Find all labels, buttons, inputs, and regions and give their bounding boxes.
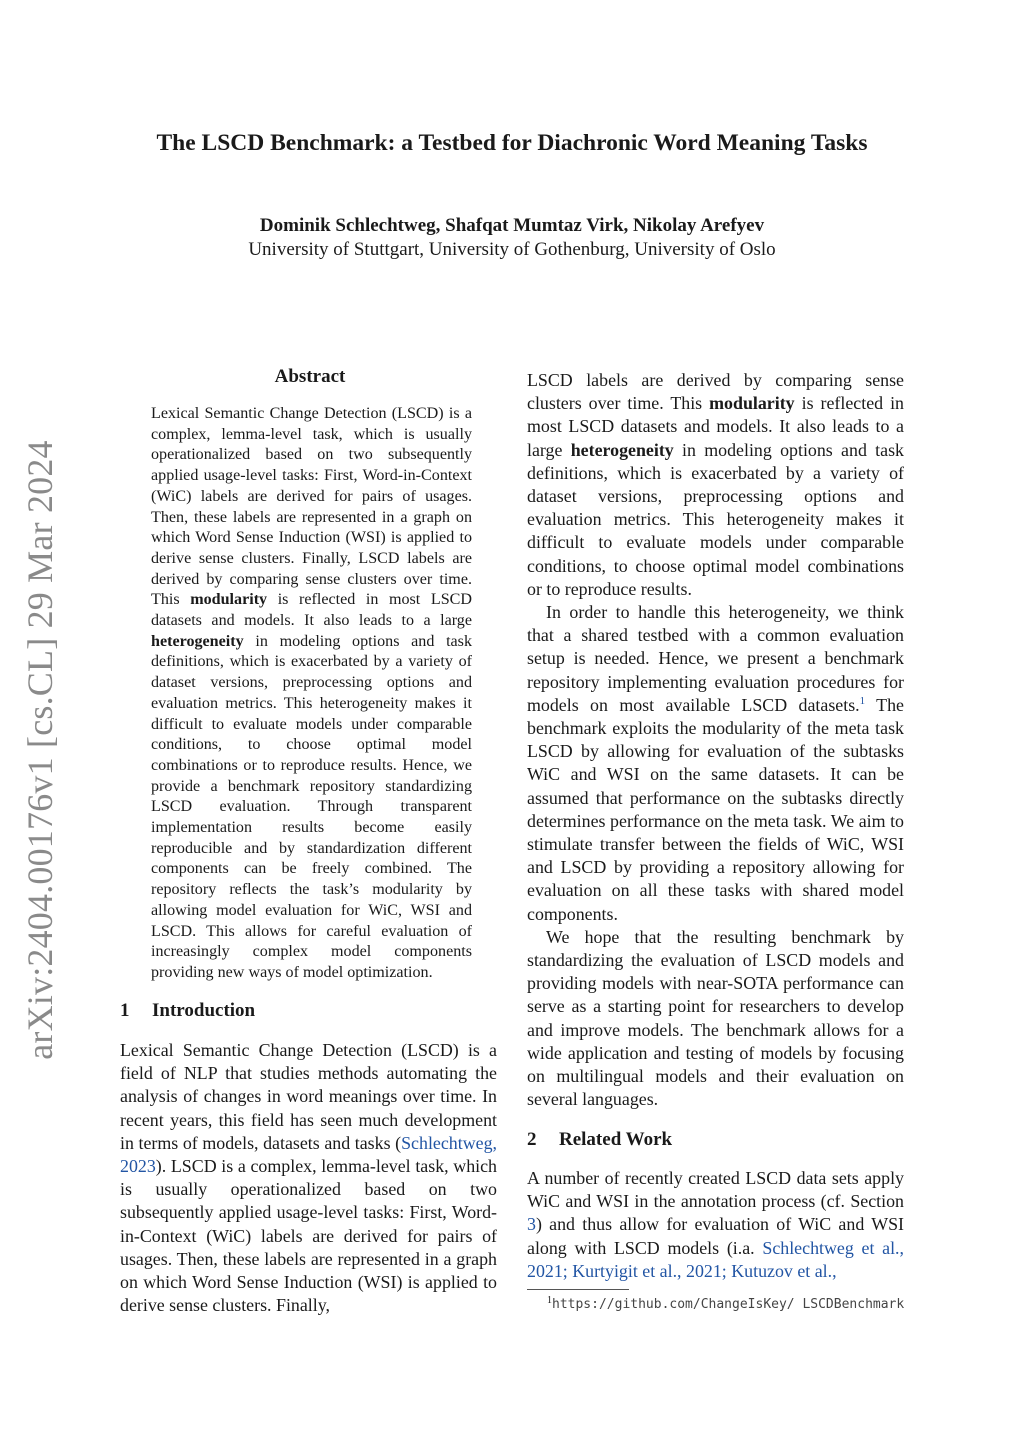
paragraph: We hope that the resulting benchmark by standardizing the evaluation of LSCD models and providing models with near-SOTA performance can serve as a starting point for researchers to develop and improve models. The benchmark allows for a wide application and testing of models by focusing on multilingual models and their evaluation on several languages. — [527, 926, 904, 1110]
abstract-body — [151, 404, 472, 984]
abstract-text: in modeling options and task definitions, which is exacerbated by a variety of dataset versions, preprocessing options and evaluation metrics. This heterogeneity makes it difficult to evaluate models under comparable conditions, to choose optimal model combinations or to reproduce results. Hence, we provide a benchmark repository standardizing LSCD evaluation. Through transparent implementation results become easily reproducible and by standardization different components can be freely combined. The repository reflects the task’s modularity by allowing model evaluation for WiC, WSI and LSCD. This allows for careful evaluation of increasingly complex model components providing new ways of model optimization. — [151, 632, 472, 981]
right-column-body — [527, 369, 904, 1112]
citation-link[interactable]: Schlechtweg et al., 2021; Kurtyigit et al., 2021; Kutuzov et al., — [527, 1237, 904, 1281]
footnote — [527, 1295, 907, 1314]
introduction-body — [120, 1039, 497, 1317]
author-names: Dominik Schlechtweg, Shafqat Mumtaz Virk, Nikolay Arefyev — [259, 215, 765, 236]
paragraph-text: LSCD labels are derived by comparing sense clusters over time. This — [527, 370, 904, 414]
paragraph-text: ). LSCD is a complex, lemma-level task, which is usually operationalized based on two subsequently applied usage-level tasks: First, Word-in-Context (WiC) labels are derived for pairs of usages. Then, these labels are represented in a graph on which Word Sense Induction (WSI) is applied to derive sense clusters. Finally, — [120, 1156, 497, 1316]
paragraph-text: is reflected in most LSCD datasets and models. It also leads to a large — [527, 393, 904, 460]
paragraph-text: Lexical Semantic Change Detection (LSCD) is a field of NLP that studies methods automating the analysis of changes in word meanings over time. In recent years, this field has seen much development in terms of models, datasets and tasks ( — [120, 1040, 497, 1153]
paragraph-text: The benchmark exploits the modularity of the meta task LSCD by allowing for evaluation of the subtasks WiC and WSI on the same datasets. It can be assumed that performance on the subtasks directly determines performance on the meta task. We aim to stimulate transfer between the fields of WiC, WSI and LSCD by providing a repository allowing for evaluation on all these tasks with shared model components. — [527, 694, 904, 924]
abstract-bold-term: modularity — [190, 591, 268, 609]
related-work-body — [527, 1167, 904, 1283]
paragraph-text: In order to handle this heterogeneity, we think that a shared testbed with a common evaluation setup is needed. Hence, we present a benchmark repository implementing evaluation procedures for models on most available LSCD datasets. — [527, 602, 904, 715]
paragraph — [120, 1039, 497, 1317]
section-number: 1 — [120, 1000, 130, 1021]
paragraph — [527, 1167, 904, 1283]
abstract-text: Lexical Semantic Change Detection (LSCD) is a complex, lemma-level task, which is usually operationalized based on two subsequently applied usage-level tasks: First, Word-in-Context (WiC) labels are derived for pairs of usages. Then, these labels are represented in a graph on which Word Sense Induction (WSI) is applied to derive sense clusters. Finally, LSCD labels are derived by comparing sense clusters over time. This — [151, 405, 472, 609]
paragraph-text: A number of recently created LSCD data sets apply WiC and WSI in the annotation process (cf. Section — [527, 1168, 904, 1212]
abstract-heading: Abstract — [274, 366, 346, 387]
footnote-number: 1 — [547, 1294, 552, 1306]
footnote-marker[interactable]: 1 — [859, 694, 866, 707]
section-heading-introduction — [120, 1000, 255, 1022]
section-heading-related-work — [527, 1129, 672, 1151]
footnote-url[interactable]: https://github.com/ChangeIsKey/ LSCDBenchmark — [552, 1297, 905, 1312]
author-block — [0, 214, 1024, 262]
paragraph — [527, 369, 904, 601]
section-title: Related Work — [559, 1129, 673, 1150]
citation-link[interactable]: Schlechtweg, 2023 — [120, 1132, 497, 1177]
paragraph — [527, 601, 904, 926]
author-affiliations: University of Stuttgart, University of Gothenburg, University of Oslo — [248, 239, 776, 260]
paper-title: The LSCD Benchmark: a Testbed for Diachronic Word Meaning Tasks — [156, 130, 868, 156]
arxiv-identifier: arXiv:2404.00176v1 [cs.CL] 29 Mar 2024 — [20, 440, 60, 1060]
abstract-bold-term: heterogeneity — [151, 632, 244, 650]
bold-term: modularity — [709, 393, 795, 414]
abstract-text: is reflected in most LSCD datasets and models. It also leads to a large — [151, 591, 472, 630]
arxiv-sidebar — [2, 440, 78, 1060]
section-ref-link[interactable]: 3 — [527, 1214, 536, 1235]
section-number: 2 — [527, 1129, 537, 1150]
footnote-divider — [527, 1289, 629, 1290]
section-title: Introduction — [152, 1000, 256, 1021]
paragraph-text: ) and thus allow for evaluation of WiC and WSI along with LSCD models (i.a. — [527, 1214, 904, 1258]
bold-term: heterogeneity — [570, 439, 674, 460]
paragraph-text: in modeling options and task definitions, which is exacerbated by a variety of dataset versions, preprocessing options and evaluation metrics. This heterogeneity makes it difficult to evaluate models under comparable conditions, to choose optimal model combinations or to reproduce results. — [527, 439, 904, 599]
